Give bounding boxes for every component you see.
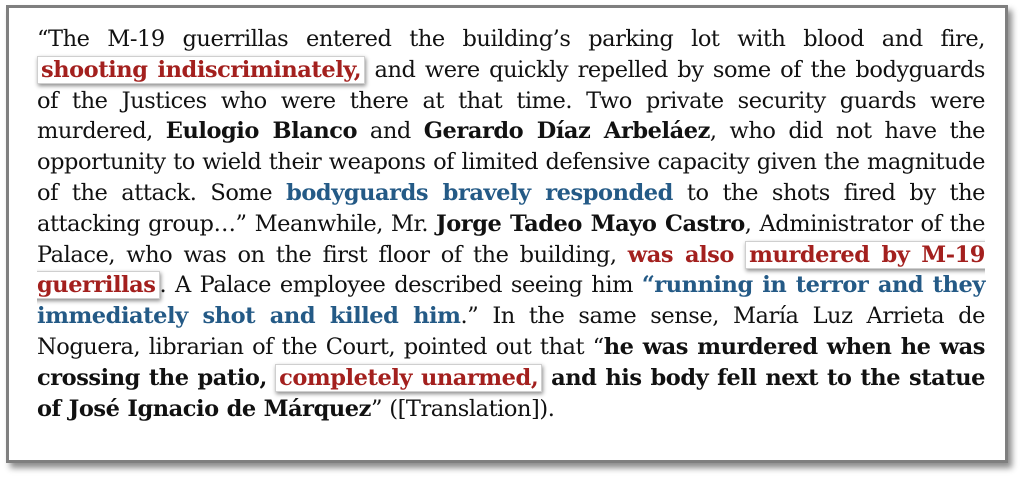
highlight-bodyguards-responded: bodyguards bravely responded bbox=[286, 179, 673, 206]
highlight-running-in-terror: “running in terror and they immediately shot and killed him bbox=[37, 272, 985, 330]
name-gerardo-diaz-arbelaez: Gerardo Díaz Arbeláez bbox=[423, 118, 710, 145]
name-jorge-tadeo-mayo-castro: Jorge Tadeo Mayo Castro bbox=[436, 210, 745, 237]
quoted-passage bbox=[37, 24, 985, 424]
text-segment: and bbox=[357, 118, 424, 145]
text-segment: and were quickly repelled by some of the bodyguards of the Justices who were there at that time. Two private security guards were murdered, bbox=[37, 56, 986, 145]
text-segment: “The M-19 guerrillas entered the building’s parking lot with blood and fire, bbox=[37, 26, 985, 52]
text-segment: to the shots fired by the attacking group…” Meanwhile, Mr. bbox=[37, 179, 985, 237]
text-segment: . A Palace employee described seeing him bbox=[159, 272, 642, 299]
highlight-completely-unarmed: completely unarmed, bbox=[275, 364, 542, 392]
text-segment: , who did not have the opportunity to wield their weapons of limited defensive capacity given the magnitude of the attack. Some bbox=[37, 118, 985, 206]
highlight-murdered-by-m19: murdered by M-19 guerrillas bbox=[37, 241, 985, 299]
bold-quote-statue: and his body fell next to the statue of José Ignacio de Márquez bbox=[37, 364, 985, 422]
highlight-was-also: was also bbox=[627, 241, 734, 268]
highlight-shooting-indiscriminately: shooting indiscriminately, bbox=[37, 56, 365, 84]
name-eulogio-blanco: Eulogio Blanco bbox=[165, 118, 358, 145]
bold-quote-patio: he was murdered when he was crossing the patio, bbox=[37, 333, 985, 391]
text-segment: , Administrator of the Palace, who was on the first floor of the building, bbox=[37, 210, 986, 268]
text-segment: .” In the same sense, María Luz Arrieta de Noguera, librarian of the Court, pointed out that “ bbox=[37, 303, 985, 360]
text-segment: ” ([Translation]). bbox=[370, 395, 555, 422]
